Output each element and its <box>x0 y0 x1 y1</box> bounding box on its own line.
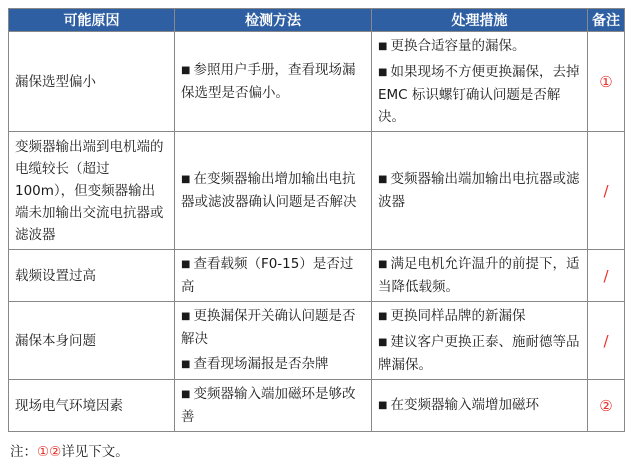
action-item: ■ 在变频器输入端增加磁环 <box>378 397 539 413</box>
cause-cell: 漏保选型偏小 <box>9 32 175 132</box>
detect-cell <box>175 32 372 132</box>
bullet-icon: ■ <box>378 41 388 52</box>
bullet-icon: ■ <box>181 389 191 400</box>
table-row <box>9 302 625 380</box>
bullet-icon: ■ <box>378 67 388 78</box>
detect-item: ■ 在变频器输出增加输出电抗器或滤波器确认问题是否解决 <box>181 171 357 210</box>
detect-cell <box>175 380 372 432</box>
header-note: 备注 <box>588 9 625 32</box>
bullet-icon: ■ <box>181 174 191 185</box>
bullet-icon: ■ <box>378 311 388 322</box>
header-cause: 可能原因 <box>9 9 175 32</box>
action-item: ■ 满足电机允许温升的前提下，适当降低载频。 <box>378 256 580 295</box>
table-row <box>9 32 625 132</box>
table-row <box>9 132 625 250</box>
cause-cell: 载频设置过高 <box>9 250 175 302</box>
note-cell: ② <box>588 380 625 432</box>
bullet-icon: ■ <box>378 174 388 185</box>
cause-cell: 变频器输出端到电机端的电缆较长（超过100m），但变频器输出端未加输出交流电抗器或滤波器 <box>9 132 175 250</box>
note-cell: / <box>588 302 625 380</box>
cause-cell: 现场电气环境因素 <box>9 380 175 432</box>
detect-item: ■ 查看载频（F0-15）是否过高 <box>181 256 354 295</box>
action-item: ■ 变频器输出端加输出电抗器或滤波器 <box>378 171 580 210</box>
detect-cell <box>175 250 372 302</box>
bullet-icon: ■ <box>378 259 388 270</box>
action-cell <box>372 132 588 250</box>
action-cell <box>372 32 588 132</box>
table-row <box>9 250 625 302</box>
cause-cell: 漏保本身问题 <box>9 302 175 380</box>
note-cell: ① <box>588 32 625 132</box>
action-item: ■ 建议客户更换正泰、施耐德等品牌漏保。 <box>378 334 580 373</box>
bullet-icon: ■ <box>378 400 388 411</box>
header-action: 处理措施 <box>372 9 588 32</box>
action-item: ■ 如果现场不方便更换漏保，去掉 EMC 标识螺钉确认问题是否解决。 <box>378 64 580 125</box>
bullet-icon: ■ <box>181 359 191 370</box>
note-cell: / <box>588 250 625 302</box>
footnote-prefix: 注： <box>10 444 37 460</box>
detect-item: ■ 查看现场漏报是否杂牌 <box>181 356 329 372</box>
note-cell: / <box>588 132 625 250</box>
footnote-marks: ①② <box>37 444 62 460</box>
footnote <box>10 440 129 460</box>
bullet-icon: ■ <box>378 337 388 348</box>
bullet-icon: ■ <box>181 311 191 322</box>
detect-item: ■ 变频器输入端加磁环是够改善 <box>181 386 356 425</box>
table-row <box>9 380 625 432</box>
bullet-icon: ■ <box>181 65 191 76</box>
action-cell <box>372 250 588 302</box>
detect-item: ■ 参照用户手册，查看现场漏保选型是否偏小。 <box>181 62 356 101</box>
troubleshooting-table <box>8 8 625 432</box>
bullet-icon: ■ <box>181 259 191 270</box>
detect-cell <box>175 302 372 380</box>
header-row <box>9 9 625 32</box>
footnote-text: 详见下文。 <box>61 444 129 460</box>
header-detect: 检测方法 <box>175 9 372 32</box>
action-item: ■ 更换合适容量的漏保。 <box>378 38 526 54</box>
detect-item: ■ 更换漏保开关确认问题是否解决 <box>181 308 356 347</box>
action-cell <box>372 380 588 432</box>
action-item: ■ 更换同样品牌的新漏保 <box>378 308 526 324</box>
detect-cell <box>175 132 372 250</box>
action-cell <box>372 302 588 380</box>
